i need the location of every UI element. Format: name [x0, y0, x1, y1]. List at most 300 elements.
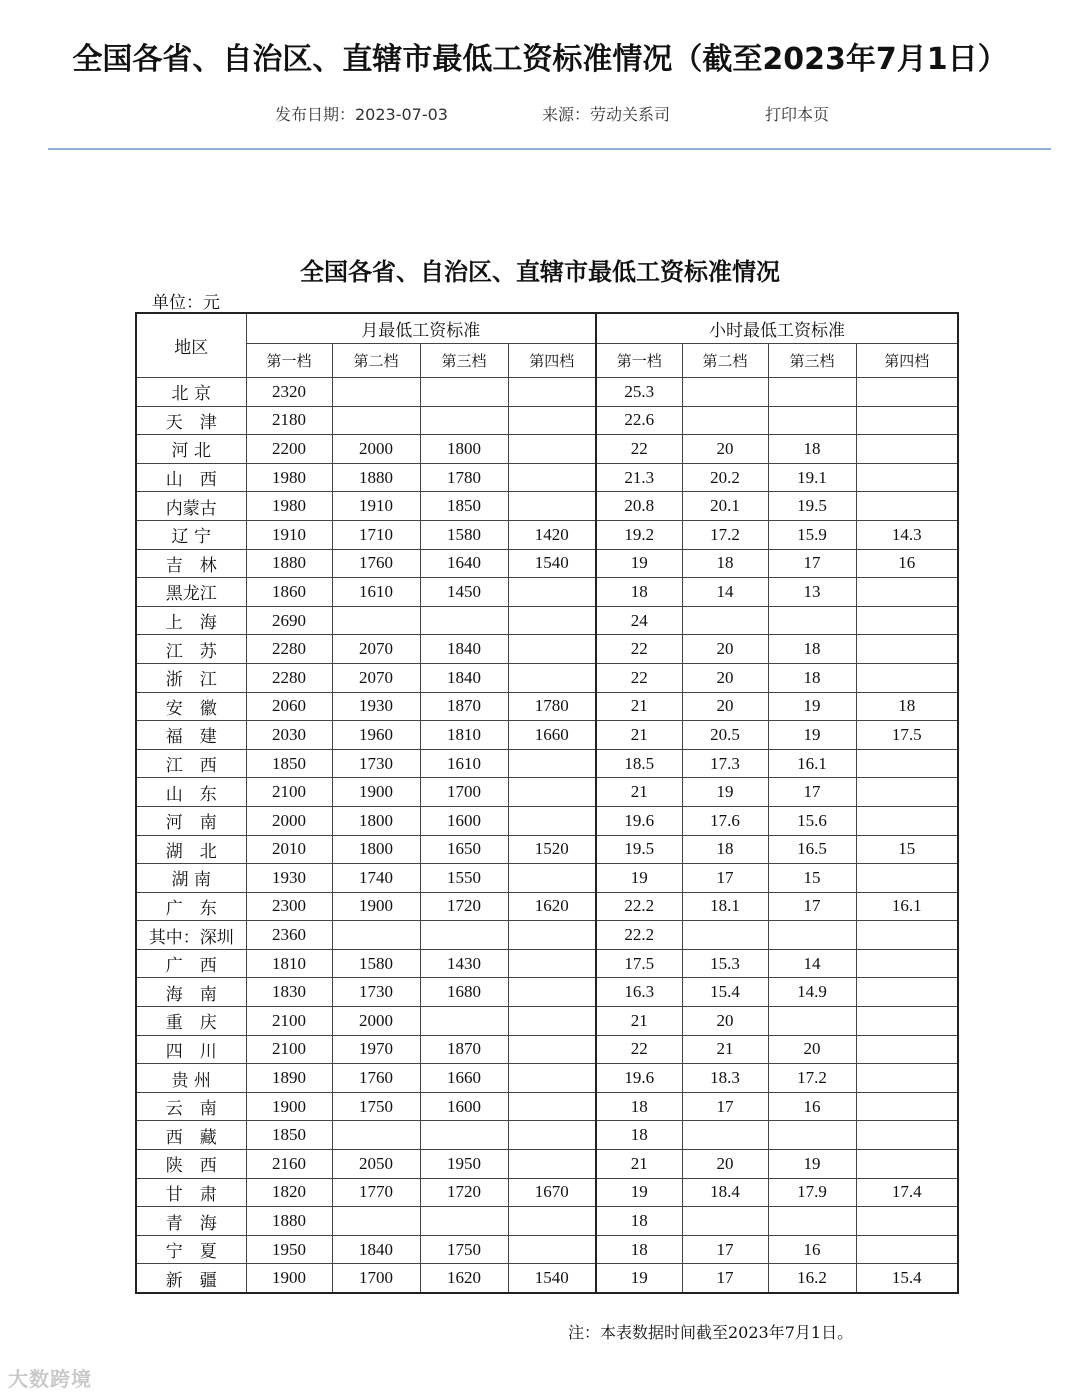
monthly-wage-cell: 2000 [246, 806, 332, 835]
table-row [136, 978, 958, 1007]
table-body [136, 378, 958, 1294]
table-row [136, 520, 958, 549]
monthly-wage-cell [508, 435, 596, 464]
hourly-wage-cell: 15.4 [682, 978, 768, 1007]
monthly-wage-cell [508, 1150, 596, 1179]
monthly-wage-cell: 1980 [246, 492, 332, 521]
table-row [136, 1092, 958, 1121]
hourly-wage-cell: 18 [768, 435, 856, 464]
monthly-wage-cell [420, 921, 508, 950]
hourly-wage-cell [682, 1207, 768, 1236]
table-row [136, 578, 958, 607]
monthly-wage-cell [420, 378, 508, 407]
region-cell: 天 津 [136, 406, 246, 435]
monthly-wage-cell [508, 864, 596, 893]
monthly-wage-cell: 1930 [246, 864, 332, 893]
region-cell: 其中：深圳 [136, 921, 246, 950]
hourly-wage-cell [768, 1121, 856, 1150]
table-row [136, 1207, 958, 1236]
monthly-wage-cell: 1900 [332, 778, 420, 807]
monthly-wage-cell: 1810 [420, 721, 508, 750]
monthly-wage-cell: 1680 [420, 978, 508, 1007]
hourly-wage-cell: 19 [596, 549, 682, 578]
hourly-wage-cell: 20 [682, 1150, 768, 1179]
monthly-wage-cell: 1760 [332, 1064, 420, 1093]
hourly-wage-cell: 15.6 [768, 806, 856, 835]
hourly-wage-cell: 22 [596, 635, 682, 664]
monthly-wage-cell: 1840 [420, 663, 508, 692]
hourly-wage-cell [856, 1150, 958, 1179]
hourly-wage-cell: 22.2 [596, 892, 682, 921]
hourly-wage-cell: 22 [596, 435, 682, 464]
monthly-wage-cell [508, 1007, 596, 1036]
region-cell: 湖 北 [136, 835, 246, 864]
hourly-wage-cell [856, 1035, 958, 1064]
hourly-wage-cell: 14.9 [768, 978, 856, 1007]
hourly-wage-cell: 20.2 [682, 463, 768, 492]
monthly-wage-cell [508, 606, 596, 635]
table-row [136, 549, 958, 578]
monthly-wage-cell: 1540 [508, 1264, 596, 1293]
monthly-wage-cell [332, 606, 420, 635]
monthly-wage-cell: 1830 [246, 978, 332, 1007]
hourly-wage-cell: 18.3 [682, 1064, 768, 1093]
monthly-wage-cell [420, 1121, 508, 1150]
hourly-wage-cell: 15.3 [682, 949, 768, 978]
monthly-wage-cell: 1960 [332, 721, 420, 750]
table-row [136, 406, 958, 435]
hourly-wage-cell [856, 463, 958, 492]
hourly-wage-cell: 22 [596, 663, 682, 692]
hourly-wage-cell [768, 406, 856, 435]
hourly-wage-cell: 18 [596, 578, 682, 607]
monthly-wage-cell: 1720 [420, 892, 508, 921]
hourly-wage-cell [682, 378, 768, 407]
hourly-wage-cell: 17 [768, 549, 856, 578]
monthly-wage-cell [420, 1007, 508, 1036]
table-row [136, 1150, 958, 1179]
monthly-wage-cell [508, 1207, 596, 1236]
monthly-wage-cell [332, 406, 420, 435]
monthly-wage-cell: 2060 [246, 692, 332, 721]
hourly-wage-cell [856, 378, 958, 407]
monthly-wage-cell: 1650 [420, 835, 508, 864]
hourly-wage-cell: 20 [682, 435, 768, 464]
hourly-wage-cell: 17.5 [856, 721, 958, 750]
hourly-wage-cell: 20.1 [682, 492, 768, 521]
hourly-wage-cell: 16.1 [856, 892, 958, 921]
hourly-wage-cell: 18 [768, 663, 856, 692]
region-cell: 山 西 [136, 463, 246, 492]
hourly-wage-cell: 21 [596, 1007, 682, 1036]
monthly-wage-cell: 1800 [332, 806, 420, 835]
monthly-wage-cell: 1930 [332, 692, 420, 721]
monthly-wage-cell: 1710 [332, 520, 420, 549]
table-row [136, 806, 958, 835]
monthly-wage-cell [332, 1121, 420, 1150]
monthly-wage-cell: 2000 [332, 1007, 420, 1036]
monthly-wage-cell: 1770 [332, 1178, 420, 1207]
table-row [136, 892, 958, 921]
monthly-wage-cell [420, 1207, 508, 1236]
hourly-wage-cell [856, 749, 958, 778]
hourly-tier-header: 第二档 [682, 344, 768, 378]
monthly-wage-cell: 2280 [246, 635, 332, 664]
monthly-wage-cell: 1950 [420, 1150, 508, 1179]
table-row [136, 1178, 958, 1207]
monthly-wage-cell [508, 1092, 596, 1121]
monthly-wage-cell: 1610 [332, 578, 420, 607]
monthly-wage-cell: 1780 [420, 463, 508, 492]
region-cell: 贵 州 [136, 1064, 246, 1093]
hourly-wage-cell: 20.5 [682, 721, 768, 750]
monthly-wage-cell: 2100 [246, 1007, 332, 1036]
publish-date: 发布日期：2023-07-03 [275, 105, 448, 124]
table-row [136, 1035, 958, 1064]
monthly-wage-cell: 1850 [420, 492, 508, 521]
hourly-wage-cell: 15.4 [856, 1264, 958, 1293]
hourly-wage-cell: 18 [768, 635, 856, 664]
monthly-wage-cell: 1910 [332, 492, 420, 521]
monthly-wage-cell: 1450 [420, 578, 508, 607]
hourly-wage-cell: 18 [596, 1235, 682, 1264]
monthly-wage-cell: 1740 [332, 864, 420, 893]
hourly-wage-cell: 21 [596, 778, 682, 807]
hourly-wage-cell: 16 [768, 1235, 856, 1264]
hourly-wage-cell [856, 406, 958, 435]
monthly-wage-cell: 1430 [420, 949, 508, 978]
hourly-wage-cell: 18 [596, 1092, 682, 1121]
hourly-wage-cell: 19 [596, 864, 682, 893]
region-cell: 安 徽 [136, 692, 246, 721]
monthly-wage-cell: 1550 [420, 864, 508, 893]
hourly-wage-cell: 17 [682, 1235, 768, 1264]
monthly-wage-cell [508, 1064, 596, 1093]
monthly-wage-cell: 1890 [246, 1064, 332, 1093]
region-cell: 上 海 [136, 606, 246, 635]
monthly-wage-cell: 2300 [246, 892, 332, 921]
region-cell: 河 南 [136, 806, 246, 835]
hourly-wage-cell [856, 806, 958, 835]
minimum-wage-table [135, 312, 959, 1294]
hourly-wage-cell [856, 978, 958, 1007]
region-cell: 重 庆 [136, 1007, 246, 1036]
hourly-wage-cell [856, 663, 958, 692]
hourly-wage-cell: 19.1 [768, 463, 856, 492]
monthly-wage-cell: 1670 [508, 1178, 596, 1207]
print-page-link[interactable]: 打印本页 [765, 105, 830, 124]
table-row [136, 835, 958, 864]
monthly-tier-header: 第三档 [420, 344, 508, 378]
monthly-wage-cell: 1620 [420, 1264, 508, 1293]
monthly-wage-cell: 1750 [332, 1092, 420, 1121]
table-row [136, 1235, 958, 1264]
hourly-wage-cell [856, 492, 958, 521]
hourly-wage-cell [856, 921, 958, 950]
region-cell: 湖 南 [136, 864, 246, 893]
monthly-wage-cell: 2100 [246, 778, 332, 807]
monthly-wage-cell: 1900 [332, 892, 420, 921]
hourly-wage-cell [856, 778, 958, 807]
hourly-wage-cell: 17.4 [856, 1178, 958, 1207]
region-header: 地区 [136, 313, 246, 378]
hourly-wage-cell: 17.2 [682, 520, 768, 549]
hourly-wage-cell: 17.9 [768, 1178, 856, 1207]
hourly-wage-cell: 21 [596, 692, 682, 721]
region-cell: 河 北 [136, 435, 246, 464]
monthly-wage-cell: 2200 [246, 435, 332, 464]
monthly-wage-cell: 1970 [332, 1035, 420, 1064]
monthly-wage-cell: 1880 [332, 463, 420, 492]
monthly-wage-cell: 2000 [332, 435, 420, 464]
monthly-wage-cell [508, 663, 596, 692]
hourly-wage-cell: 22 [596, 1035, 682, 1064]
hourly-wage-cell: 19 [682, 778, 768, 807]
page-title: 全国各省、自治区、直辖市最低工资标准情况（截至2023年7月1日） [72, 42, 1008, 77]
region-cell: 广 西 [136, 949, 246, 978]
hourly-wage-cell [682, 1121, 768, 1150]
hourly-header: 小时最低工资标准 [596, 313, 958, 344]
hourly-tier-header: 第一档 [596, 344, 682, 378]
hourly-wage-cell [856, 1207, 958, 1236]
hourly-wage-cell: 19.5 [596, 835, 682, 864]
region-cell: 江 苏 [136, 635, 246, 664]
table-row [136, 606, 958, 635]
monthly-header: 月最低工资标准 [246, 313, 596, 344]
hourly-wage-cell: 15.9 [768, 520, 856, 549]
hourly-wage-cell [856, 1121, 958, 1150]
table-row [136, 864, 958, 893]
hourly-wage-cell: 21 [682, 1035, 768, 1064]
hourly-wage-cell: 18 [596, 1121, 682, 1150]
table-row [136, 492, 958, 521]
monthly-wage-cell: 2360 [246, 921, 332, 950]
hourly-wage-cell: 17.5 [596, 949, 682, 978]
monthly-wage-cell [420, 406, 508, 435]
hourly-wage-cell: 18 [596, 1207, 682, 1236]
hourly-wage-cell [768, 1207, 856, 1236]
hourly-wage-cell: 18.1 [682, 892, 768, 921]
region-cell: 新 疆 [136, 1264, 246, 1293]
table-row [136, 1007, 958, 1036]
region-cell: 宁 夏 [136, 1235, 246, 1264]
monthly-wage-cell [508, 635, 596, 664]
monthly-wage-cell: 1610 [420, 749, 508, 778]
monthly-wage-cell: 1980 [246, 463, 332, 492]
region-cell: 海 南 [136, 978, 246, 1007]
table-row [136, 1064, 958, 1093]
hourly-wage-cell: 16 [856, 549, 958, 578]
table-row [136, 749, 958, 778]
monthly-wage-cell [332, 1207, 420, 1236]
region-cell: 甘 肃 [136, 1178, 246, 1207]
hourly-wage-cell: 20 [768, 1035, 856, 1064]
table-row [136, 949, 958, 978]
monthly-wage-cell [508, 921, 596, 950]
monthly-wage-cell: 1540 [508, 549, 596, 578]
hourly-wage-cell: 13 [768, 578, 856, 607]
source-label: 来源：劳动关系司 [542, 105, 671, 124]
monthly-wage-cell [332, 921, 420, 950]
hourly-wage-cell [856, 1064, 958, 1093]
hourly-wage-cell [682, 921, 768, 950]
hourly-wage-cell: 17.3 [682, 749, 768, 778]
hourly-wage-cell: 19.6 [596, 806, 682, 835]
hourly-wage-cell: 19 [596, 1178, 682, 1207]
hourly-wage-cell: 16.3 [596, 978, 682, 1007]
monthly-wage-cell: 1730 [332, 749, 420, 778]
monthly-wage-cell [332, 378, 420, 407]
region-cell: 辽 宁 [136, 520, 246, 549]
monthly-wage-cell: 2070 [332, 635, 420, 664]
hourly-wage-cell: 16.1 [768, 749, 856, 778]
region-cell: 北 京 [136, 378, 246, 407]
monthly-wage-cell: 1880 [246, 549, 332, 578]
region-cell: 内蒙古 [136, 492, 246, 521]
hourly-wage-cell [768, 921, 856, 950]
region-cell: 广 东 [136, 892, 246, 921]
hourly-wage-cell: 20.8 [596, 492, 682, 521]
hourly-wage-cell [856, 435, 958, 464]
monthly-wage-cell [508, 1121, 596, 1150]
monthly-wage-cell: 1580 [420, 520, 508, 549]
monthly-wage-cell: 1600 [420, 1092, 508, 1121]
monthly-wage-cell: 1620 [508, 892, 596, 921]
monthly-wage-cell: 1730 [332, 978, 420, 1007]
monthly-wage-cell: 1660 [508, 721, 596, 750]
hourly-wage-cell: 17 [768, 892, 856, 921]
hourly-wage-cell [856, 1235, 958, 1264]
hourly-wage-cell: 20 [682, 635, 768, 664]
hourly-wage-cell: 19 [768, 721, 856, 750]
hourly-wage-cell: 20 [682, 1007, 768, 1036]
hourly-wage-cell: 16 [768, 1092, 856, 1121]
monthly-wage-cell: 1520 [508, 835, 596, 864]
monthly-wage-cell: 1580 [332, 949, 420, 978]
monthly-wage-cell: 1660 [420, 1064, 508, 1093]
hourly-wage-cell: 15 [768, 864, 856, 893]
hourly-wage-cell [856, 578, 958, 607]
monthly-wage-cell: 2160 [246, 1150, 332, 1179]
monthly-wage-cell: 2070 [332, 663, 420, 692]
monthly-wage-cell: 2180 [246, 406, 332, 435]
region-cell: 四 川 [136, 1035, 246, 1064]
monthly-wage-cell [508, 749, 596, 778]
hourly-wage-cell: 22.2 [596, 921, 682, 950]
table-row [136, 1264, 958, 1293]
hourly-wage-cell: 17 [682, 864, 768, 893]
monthly-wage-cell: 1840 [332, 1235, 420, 1264]
monthly-wage-cell: 1880 [246, 1207, 332, 1236]
monthly-wage-cell: 1800 [420, 435, 508, 464]
monthly-wage-cell [508, 463, 596, 492]
region-cell: 福 建 [136, 721, 246, 750]
hourly-wage-cell: 14.3 [856, 520, 958, 549]
monthly-wage-cell: 1760 [332, 549, 420, 578]
hourly-wage-cell: 15 [856, 835, 958, 864]
hourly-wage-cell [682, 406, 768, 435]
monthly-wage-cell: 1800 [332, 835, 420, 864]
table-title: 全国各省、自治区、直辖市最低工资标准情况 [300, 257, 780, 286]
hourly-wage-cell [682, 606, 768, 635]
region-cell: 云 南 [136, 1092, 246, 1121]
hourly-wage-cell [768, 378, 856, 407]
hourly-wage-cell: 20 [682, 692, 768, 721]
table-row [136, 663, 958, 692]
monthly-wage-cell: 1420 [508, 520, 596, 549]
monthly-wage-cell [508, 978, 596, 1007]
hourly-wage-cell: 18 [682, 835, 768, 864]
hourly-tier-header: 第四档 [856, 344, 958, 378]
table-row [136, 921, 958, 950]
region-cell: 江 西 [136, 749, 246, 778]
hourly-wage-cell [856, 864, 958, 893]
table-row [136, 1121, 958, 1150]
monthly-wage-cell: 2010 [246, 835, 332, 864]
hourly-wage-cell: 16.5 [768, 835, 856, 864]
hourly-wage-cell: 14 [768, 949, 856, 978]
monthly-wage-cell: 1820 [246, 1178, 332, 1207]
monthly-tier-header: 第二档 [332, 344, 420, 378]
monthly-wage-cell: 1720 [420, 1178, 508, 1207]
header-divider [48, 148, 1051, 150]
hourly-wage-cell: 18 [682, 549, 768, 578]
monthly-wage-cell: 1950 [246, 1235, 332, 1264]
hourly-wage-cell: 19.5 [768, 492, 856, 521]
hourly-wage-cell: 18.5 [596, 749, 682, 778]
table-row [136, 463, 958, 492]
monthly-wage-cell [508, 578, 596, 607]
table-note: 注：本表数据时间截至2023年7月1日。 [568, 1323, 854, 1342]
monthly-wage-cell: 1870 [420, 692, 508, 721]
monthly-wage-cell: 1780 [508, 692, 596, 721]
monthly-wage-cell [508, 406, 596, 435]
hourly-wage-cell [768, 606, 856, 635]
watermark: 大数跨境 [8, 1367, 92, 1391]
region-cell: 浙 江 [136, 663, 246, 692]
hourly-wage-cell: 17 [682, 1264, 768, 1293]
hourly-wage-cell [856, 1007, 958, 1036]
monthly-wage-cell [508, 806, 596, 835]
monthly-wage-cell [508, 492, 596, 521]
hourly-wage-cell [856, 635, 958, 664]
hourly-wage-cell: 25.3 [596, 378, 682, 407]
hourly-wage-cell: 18 [856, 692, 958, 721]
monthly-wage-cell: 1910 [246, 520, 332, 549]
region-cell: 黑龙江 [136, 578, 246, 607]
hourly-wage-cell [856, 1092, 958, 1121]
monthly-tier-header: 第一档 [246, 344, 332, 378]
monthly-wage-cell: 1840 [420, 635, 508, 664]
hourly-wage-cell: 22.6 [596, 406, 682, 435]
hourly-wage-cell: 19 [768, 1150, 856, 1179]
hourly-wage-cell: 17 [682, 1092, 768, 1121]
monthly-wage-cell: 1600 [420, 806, 508, 835]
monthly-wage-cell [508, 1235, 596, 1264]
hourly-wage-cell: 24 [596, 606, 682, 635]
hourly-wage-cell [856, 606, 958, 635]
monthly-wage-cell: 1750 [420, 1235, 508, 1264]
table-row [136, 635, 958, 664]
hourly-wage-cell: 17 [768, 778, 856, 807]
monthly-wage-cell: 2100 [246, 1035, 332, 1064]
hourly-wage-cell: 19 [768, 692, 856, 721]
hourly-wage-cell: 19.2 [596, 520, 682, 549]
hourly-wage-cell [856, 949, 958, 978]
hourly-wage-cell: 17.6 [682, 806, 768, 835]
monthly-wage-cell: 1900 [246, 1264, 332, 1293]
table-row [136, 378, 958, 407]
